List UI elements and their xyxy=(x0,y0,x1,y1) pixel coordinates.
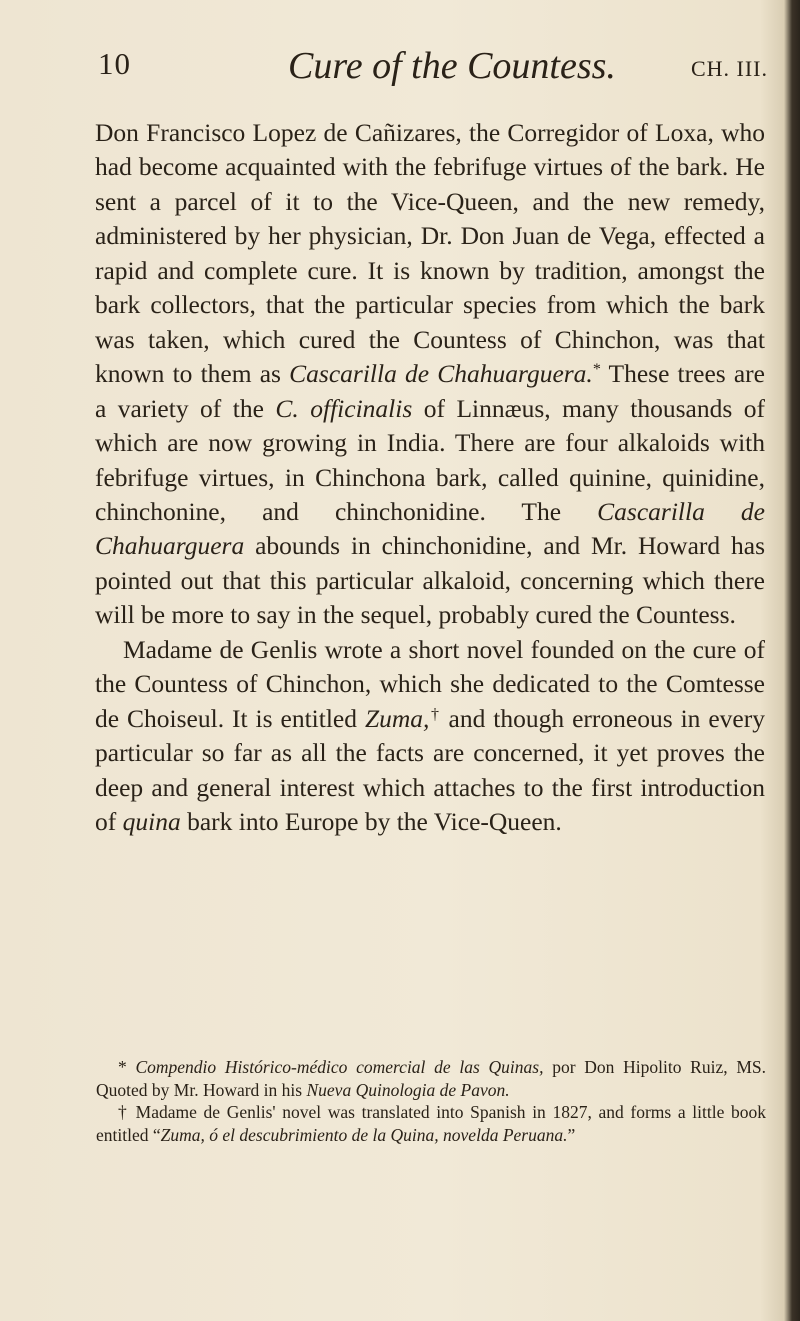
running-title: Cure of the Countess. xyxy=(288,45,616,87)
text-run: ” xyxy=(567,1124,576,1145)
footnote-mark: * xyxy=(592,361,601,379)
source-title: Zuma, ó el descubrimiento de la Quina, novelda Peruana. xyxy=(160,1124,568,1145)
species-name: Cascarilla de Chahuarguera. xyxy=(289,359,593,389)
species-name: C. officinalis xyxy=(275,393,413,423)
text-run: Madame de Genlis wrote a short novel founded on the cure of the Countess of Chinchon, which she dedicated to the Comtesse de Choiseul. It is entitled xyxy=(95,634,765,733)
term: quina xyxy=(122,807,181,837)
text-run: abounds in chinchonidine, and Mr. Howard has pointed out that this particular alkaloid, concerning which there will be more to say in the sequel, probably cured the Countess. xyxy=(95,531,765,630)
body-text xyxy=(95,116,765,840)
paragraph-1 xyxy=(95,116,765,633)
text-run: Don Francisco Lopez de Cañizares, the Corregidor of Loxa, who had become acquainted with the febrifuge virtues of the bark. He sent a parcel of it to the Vice-Queen, and the new remedy, administered by her physician, Dr. Don Juan de Vega, effected a rapid and complete cure. It is known by tradition, amongst the bark collectors, that the particular species from which the bark was taken, which cured the Countess of Chinchon, was that known to them as xyxy=(95,118,765,389)
footnote-mark: † xyxy=(429,705,441,723)
book-title: Zuma, xyxy=(364,703,430,733)
species-name: Cascarilla de Chahuarguera xyxy=(95,496,765,561)
text-run: † Madame de Genlis' novel was translated into Spanish in 1827, and forms a little book entitled “ xyxy=(96,1102,766,1145)
text-run: por Don Hipolito Ruiz, MS. Quoted by Mr. Howard in his xyxy=(96,1057,767,1100)
text-run: and though erroneous in every particular so far as all the facts are concerned, it yet proves the deep and general interest which attaches to the first introduction of xyxy=(95,703,765,837)
footnotes xyxy=(96,1056,766,1146)
text-run: These trees are a variety of the xyxy=(95,359,765,423)
page-number: 10 xyxy=(98,46,131,81)
running-head xyxy=(98,44,768,94)
text-run: * xyxy=(118,1057,136,1077)
text-run: bark into Europe by the Vice-Queen. xyxy=(180,807,562,837)
footnote-1 xyxy=(96,1056,766,1101)
text-run: of Linnæus, many thousands of which are now growing in India. There are four alkaloids with febrifuge virtues, in Chinchona bark, called quinine, quinidine, chinchonine, and chinchonidine. The xyxy=(95,393,765,526)
paragraph-2 xyxy=(95,633,765,840)
footnote-2 xyxy=(96,1101,766,1146)
source-title: Compendio Histórico-médico comercial de las Quinas, xyxy=(135,1057,544,1077)
source-title: Nueva Quinologia de Pavon. xyxy=(306,1079,510,1100)
chapter-label: CH. III. xyxy=(690,56,768,81)
